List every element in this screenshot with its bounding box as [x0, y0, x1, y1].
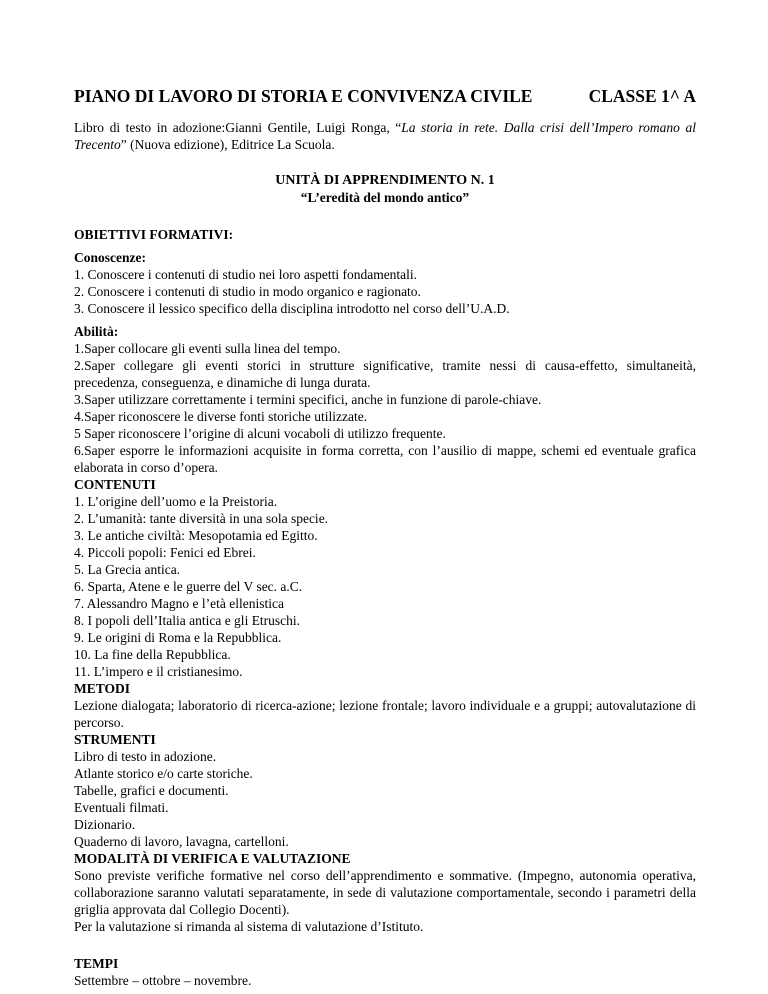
textbook-line [74, 119, 696, 153]
content-item: 9. Le origini di Roma e la Repubblica. [74, 630, 282, 645]
content-item: 5. La Grecia antica. [74, 562, 181, 577]
content-item: 2. L’umanità: tante diversità in una sola specie. [74, 511, 329, 526]
skill-item: 3.Saper utilizzare correttamente i termini specifici, anche in funzione di parole-chiave. [74, 392, 542, 407]
methods-text: Lezione dialogata; laboratorio di ricerca-azione; lezione frontale; lavoro individuale e a gruppi; autovalutazione di percorso. [74, 698, 696, 730]
content-item: 8. I popoli dell’Italia antica e gli Etruschi. [74, 613, 301, 628]
content-item: 11. L’impero e il cristianesimo. [74, 664, 243, 679]
content-item: 3. Le antiche civiltà: Mesopotamia ed Egitto. [74, 528, 318, 543]
tool-item: Quaderno di lavoro, lavagna, cartelloni. [74, 834, 289, 849]
skill-item: 4.Saper riconoscere le diverse fonti storiche utilizzate. [74, 409, 368, 424]
textbook-prefix: Libro di testo in adozione:Gianni Gentile, Luigi Ronga, “ [74, 120, 402, 135]
objectives-heading: OBIETTIVI FORMATIVI: [74, 227, 234, 242]
tools-heading: STRUMENTI [74, 732, 156, 747]
content-item: 7. Alessandro Magno e l’età ellenistica [74, 596, 284, 611]
skill-item: 1.Saper collocare gli eventi sulla linea del tempo. [74, 341, 341, 356]
unit-heading [74, 172, 696, 206]
skill-item: 2.Saper collegare gli eventi storici in strutture significative, tramite nessi di causa-effetto, simultaneità, precedenza, conseguenza, e dinamiche di lunga durata. [74, 358, 696, 390]
content-item: 1. L’origine dell’uomo e la Preistoria. [74, 494, 278, 509]
knowledge-item: 3. Conoscere il lessico specifico della disciplina introdotto nel corso dell’U.A.D. [74, 301, 510, 316]
methods-heading: METODI [74, 681, 131, 696]
tool-item: Eventuali filmati. [74, 800, 169, 815]
timing-text: Settembre – ottobre – novembre. [74, 973, 252, 988]
textbook-book-title: La storia in rete. Dalla crisi dell’Impero romano al Trecento [74, 120, 696, 152]
assessment-text: Sono previste verifiche formative nel corso dell’apprendimento e sommative. (Impegno, autonomia operativa, collaborazione saranno valutati separatamente, in sede di valutazione comportamentale, secondo i parametri della griglia approvata dal Collegio Docenti). [74, 868, 696, 917]
skill-item: 5 Saper riconoscere l’origine di alcuni vocaboli di utilizzo frequente. [74, 426, 446, 441]
unit-title: UNITÀ DI APPRENDIMENTO N. 1 [275, 173, 495, 188]
document-title: PIANO DI LAVORO DI STORIA E CONVIVENZA CIVILE [74, 86, 533, 106]
knowledge-item: 1. Conoscere i contenuti di studio nei loro aspetti fondamentali. [74, 267, 418, 282]
contents-heading: CONTENUTI [74, 477, 156, 492]
assessment-note: Per la valutazione si rimanda al sistema di valutazione d’Istituto. [74, 919, 424, 934]
textbook-suffix: ” (Nuova edizione), Editrice La Scuola. [120, 137, 335, 152]
skills-heading: Abilità: [74, 324, 119, 339]
class-label: CLASSE 1^ A [588, 86, 696, 106]
knowledge-heading: Conoscenze: [74, 250, 146, 265]
timing-heading: TEMPI [74, 956, 119, 971]
tool-item: Libro di testo in adozione. [74, 749, 217, 764]
knowledge-item: 2. Conoscere i contenuti di studio in modo organico e ragionato. [74, 284, 421, 299]
content-item: 10. La fine della Repubblica. [74, 647, 231, 662]
skill-item: 6.Saper esporre le informazioni acquisite in forma corretta, con l’ausilio di mappe, schemi ed eventuale grafica elaborata in corso d’opera. [74, 443, 696, 475]
assessment-heading: MODALITÀ DI VERIFICA E VALUTAZIONE [74, 851, 351, 866]
tool-item: Atlante storico e/o carte storiche. [74, 766, 253, 781]
unit-subtitle: “L’eredità del mondo antico” [300, 190, 470, 205]
tool-item: Tabelle, grafici e documenti. [74, 783, 229, 798]
tool-item: Dizionario. [74, 817, 136, 832]
document-body [74, 119, 696, 989]
content-item: 6. Sparta, Atene e le guerre del V sec. a.C. [74, 579, 303, 594]
content-item: 4. Piccoli popoli: Fenici ed Ebrei. [74, 545, 256, 560]
